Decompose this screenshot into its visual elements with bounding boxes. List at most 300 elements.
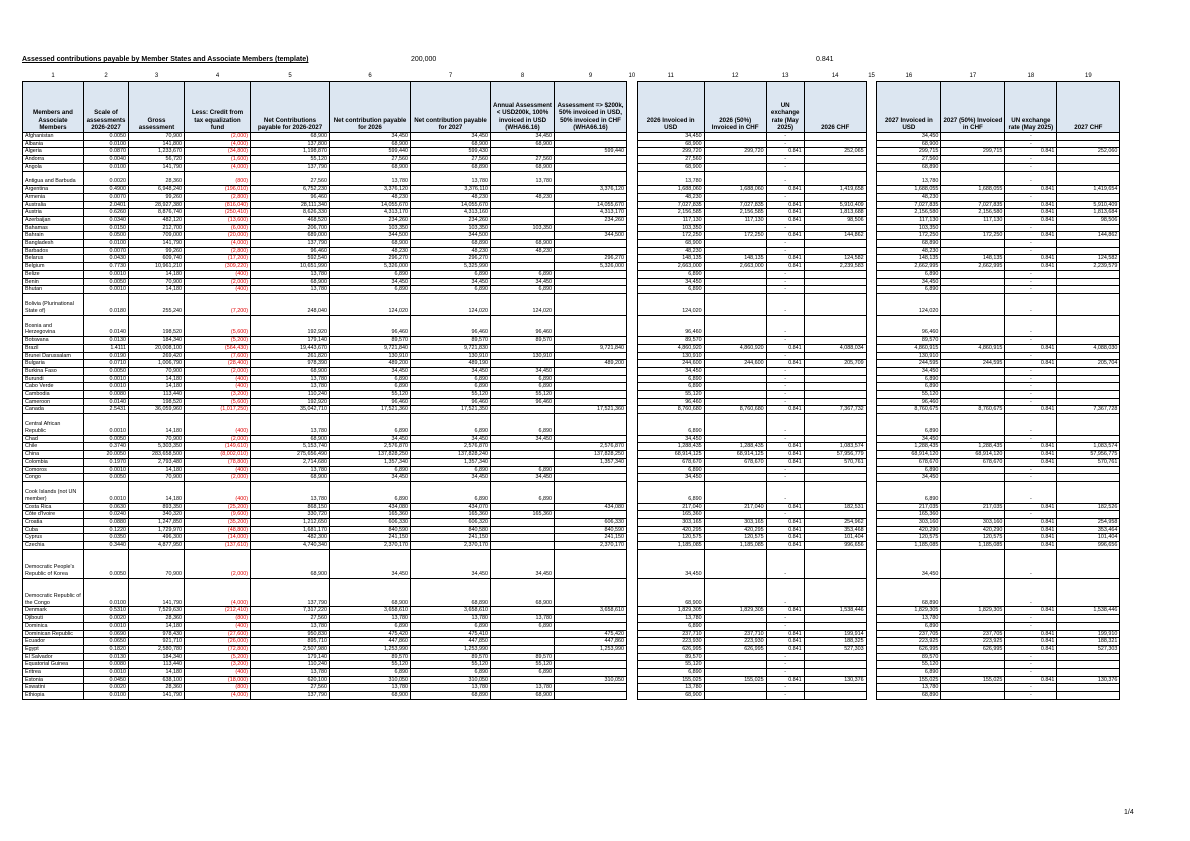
- table-cell: -: [766, 367, 804, 375]
- table-cell: [555, 156, 627, 164]
- table-cell: 2.5431: [84, 406, 129, 414]
- table-cell: 34,450: [330, 474, 411, 482]
- table-cell: 4,860,915: [877, 344, 941, 352]
- table-cell: -: [766, 156, 804, 164]
- table-cell: 14,055,670: [555, 201, 627, 209]
- table-cell: [1057, 615, 1120, 623]
- table-cell: [704, 692, 766, 700]
- table-cell: -: [1005, 315, 1057, 337]
- table-cell: [804, 684, 866, 692]
- table-cell: [866, 367, 877, 375]
- table-cell: 120,575: [877, 534, 941, 542]
- table-cell: 179,140: [251, 337, 330, 345]
- table-cell: [804, 622, 866, 630]
- table-cell: [555, 684, 627, 692]
- table-cell: 244,595: [941, 360, 1005, 368]
- table-cell: 34,450: [491, 474, 555, 482]
- table-cell: 1,829,305: [877, 607, 941, 615]
- member-name-cell: Egypt: [23, 645, 84, 653]
- table-cell: 199,910: [1057, 630, 1120, 638]
- table-row: [23, 503, 1120, 511]
- column-header: Net Contributions payable for 2026-2027: [251, 82, 330, 133]
- table-row: [23, 133, 1120, 141]
- column-number: 2: [104, 73, 108, 80]
- table-cell: 482,120: [129, 216, 185, 224]
- table-cell: 0.841: [1005, 542, 1057, 550]
- table-cell: 0.0050: [84, 278, 129, 286]
- member-name-cell: Botswana: [23, 337, 84, 345]
- table-cell: [491, 263, 555, 271]
- table-cell: 34,450: [330, 278, 411, 286]
- table-cell: [627, 270, 638, 278]
- table-cell: 8,626,330: [251, 209, 330, 217]
- table-cell: 137,800: [251, 140, 330, 148]
- table-cell: 34,450: [411, 435, 491, 443]
- table-cell: [1057, 293, 1120, 315]
- table-cell: 13,780: [330, 684, 411, 692]
- table-cell: 496,300: [129, 534, 185, 542]
- table-cell: 144,862: [804, 232, 866, 240]
- table-cell: -: [766, 435, 804, 443]
- table-cell: 1,419,658: [804, 186, 866, 194]
- table-cell: 55,120: [330, 391, 411, 399]
- table-cell: 0.1970: [84, 458, 129, 466]
- table-cell: 137,828,250: [555, 451, 627, 459]
- member-name-cell: Cuba: [23, 526, 84, 534]
- table-cell: [866, 692, 877, 700]
- table-cell: 2,239,583: [804, 263, 866, 271]
- table-cell: [704, 367, 766, 375]
- table-cell: 1,813,684: [1057, 209, 1120, 217]
- table-row: [23, 615, 1120, 623]
- table-cell: 55,120: [877, 391, 941, 399]
- table-cell: 0.0870: [84, 148, 129, 156]
- table-cell: 68,890: [411, 240, 491, 248]
- table-cell: 0.841: [1005, 451, 1057, 459]
- table-cell: (149,610): [185, 443, 251, 451]
- table-cell: -: [766, 133, 804, 141]
- table-cell: [1057, 286, 1120, 294]
- table-cell: [491, 451, 555, 459]
- table-cell: [627, 518, 638, 526]
- table-cell: 0.0140: [84, 398, 129, 406]
- header-row: [23, 82, 1120, 133]
- table-cell: 28,360: [129, 615, 185, 623]
- member-name-cell: Bangladesh: [23, 240, 84, 248]
- table-cell: 344,500: [555, 232, 627, 240]
- table-cell: 13,780: [491, 615, 555, 623]
- table-cell: 35,042,710: [251, 406, 330, 414]
- table-cell: 0.841: [766, 518, 804, 526]
- table-cell: [704, 414, 766, 436]
- table-cell: [555, 367, 627, 375]
- table-cell: 6,948,240: [129, 186, 185, 194]
- table-cell: 9,721,840: [330, 344, 411, 352]
- table-cell: [491, 360, 555, 368]
- table-cell: [804, 156, 866, 164]
- table-cell: 14,180: [129, 414, 185, 436]
- table-cell: [1057, 240, 1120, 248]
- table-cell: [941, 615, 1005, 623]
- table-cell: 1,357,340: [411, 458, 491, 466]
- table-cell: 5,325,990: [411, 263, 491, 271]
- table-cell: 28,360: [129, 684, 185, 692]
- table-cell: [704, 661, 766, 669]
- table-cell: -: [1005, 224, 1057, 232]
- table-cell: [866, 163, 877, 171]
- table-cell: (1,017,250): [185, 406, 251, 414]
- table-cell: 13,780: [251, 414, 330, 436]
- table-cell: [491, 443, 555, 451]
- table-cell: 13,780: [330, 171, 411, 186]
- table-cell: (400): [185, 622, 251, 630]
- table-cell: 68,900: [251, 133, 330, 141]
- table-cell: 3,658,610: [411, 607, 491, 615]
- table-cell: [941, 549, 1005, 578]
- table-cell: (800): [185, 615, 251, 623]
- column-number: 14: [831, 73, 839, 80]
- table-cell: 120,575: [941, 534, 1005, 542]
- table-cell: -: [1005, 669, 1057, 677]
- table-cell: 13,780: [330, 615, 411, 623]
- table-cell: [941, 653, 1005, 661]
- table-cell: 10,961,210: [129, 263, 185, 271]
- table-cell: [704, 481, 766, 503]
- table-row: [23, 171, 1120, 186]
- column-header: 2026 Invoiced in USD: [637, 82, 704, 133]
- table-cell: [1057, 156, 1120, 164]
- table-cell: (2,000): [185, 474, 251, 482]
- table-cell: [804, 474, 866, 482]
- table-cell: (4,000): [185, 692, 251, 700]
- table-cell: 8,760,680: [704, 406, 766, 414]
- table-cell: 921,710: [129, 638, 185, 646]
- table-cell: 217,035: [877, 503, 941, 511]
- table-cell: -: [1005, 578, 1057, 607]
- table-row: [23, 458, 1120, 466]
- column-header: UN exchange rate (May 2025): [766, 82, 804, 133]
- table-cell: 192,920: [251, 398, 330, 406]
- member-name-cell: Cook Islands (not UN member): [23, 481, 84, 503]
- table-cell: 2,662,995: [941, 263, 1005, 271]
- table-cell: (13,600): [185, 216, 251, 224]
- table-cell: -: [766, 414, 804, 436]
- member-name-cell: Brunei Darussalam: [23, 352, 84, 360]
- table-cell: -: [766, 549, 804, 578]
- table-cell: [866, 156, 877, 164]
- table-cell: [491, 232, 555, 240]
- table-cell: 0.0070: [84, 247, 129, 255]
- table-cell: 0.841: [766, 148, 804, 156]
- table-cell: [627, 458, 638, 466]
- table-cell: 99,260: [129, 193, 185, 201]
- table-cell: [555, 383, 627, 391]
- member-name-cell: Croatia: [23, 518, 84, 526]
- table-cell: [704, 383, 766, 391]
- table-cell: 96,460: [411, 315, 491, 337]
- table-cell: [804, 163, 866, 171]
- table-cell: [704, 337, 766, 345]
- table-cell: [491, 542, 555, 550]
- table-cell: 217,040: [637, 503, 704, 511]
- table-row: [23, 645, 1120, 653]
- table-cell: 2,156,585: [704, 209, 766, 217]
- table-cell: 0.841: [1005, 638, 1057, 646]
- table-cell: [627, 615, 638, 623]
- table-cell: 6,890: [877, 622, 941, 630]
- column-header: Net contribution payable for 2026: [330, 82, 411, 133]
- table-cell: 606,330: [555, 518, 627, 526]
- table-cell: 0.841: [1005, 630, 1057, 638]
- table-cell: 0.841: [766, 526, 804, 534]
- table-cell: [704, 270, 766, 278]
- table-cell: 0.0010: [84, 669, 129, 677]
- table-cell: [866, 140, 877, 148]
- table-cell: 2.0401: [84, 201, 129, 209]
- table-cell: 678,670: [877, 458, 941, 466]
- table-cell: 8,876,740: [129, 209, 185, 217]
- table-cell: 124,582: [804, 255, 866, 263]
- table-cell: -: [1005, 474, 1057, 482]
- column-number: 6: [368, 73, 372, 80]
- member-name-cell: Bahrain: [23, 232, 84, 240]
- table-cell: 96,460: [491, 398, 555, 406]
- table-cell: [627, 398, 638, 406]
- table-cell: 13,780: [877, 615, 941, 623]
- table-cell: 1,253,990: [411, 645, 491, 653]
- table-cell: 6,890: [877, 270, 941, 278]
- table-cell: 68,890: [877, 692, 941, 700]
- table-cell: [804, 367, 866, 375]
- table-cell: [804, 615, 866, 623]
- table-cell: 434,070: [411, 503, 491, 511]
- table-row: [23, 140, 1120, 148]
- table-cell: [804, 278, 866, 286]
- table-cell: [866, 232, 877, 240]
- table-cell: 7,367,728: [1057, 406, 1120, 414]
- column-header: Net contribution payable for 2027: [411, 82, 491, 133]
- table-cell: 27,560: [251, 615, 330, 623]
- table-cell: 2,576,870: [330, 443, 411, 451]
- table-cell: -: [766, 352, 804, 360]
- table-cell: 13,780: [491, 684, 555, 692]
- table-cell: [866, 375, 877, 383]
- table-cell: 4,088,030: [1057, 344, 1120, 352]
- table-cell: 9,721,840: [555, 344, 627, 352]
- table-cell: (4,000): [185, 578, 251, 607]
- table-cell: 6,752,230: [251, 186, 330, 194]
- table-cell: 141,800: [129, 140, 185, 148]
- table-cell: -: [766, 278, 804, 286]
- table-cell: 6,890: [411, 466, 491, 474]
- table-cell: 6,890: [491, 383, 555, 391]
- table-cell: 0.7730: [84, 263, 129, 271]
- table-row: [23, 435, 1120, 443]
- table-cell: 303,165: [704, 518, 766, 526]
- table-cell: [627, 156, 638, 164]
- table-cell: 141,790: [129, 240, 185, 248]
- table-cell: [704, 474, 766, 482]
- table-cell: 113,440: [129, 391, 185, 399]
- table-cell: 68,914,125: [637, 451, 704, 459]
- table-cell: [866, 503, 877, 511]
- table-cell: 1,688,055: [941, 186, 1005, 194]
- table-cell: [704, 286, 766, 294]
- table-cell: [941, 293, 1005, 315]
- table-cell: 198,520: [129, 398, 185, 406]
- table-cell: 34,450: [330, 367, 411, 375]
- table-cell: [555, 171, 627, 186]
- table-cell: 165,360: [411, 511, 491, 519]
- table-cell: 130,376: [1057, 676, 1120, 684]
- table-cell: [627, 148, 638, 156]
- table-cell: 275,656,490: [251, 451, 330, 459]
- table-cell: [627, 133, 638, 141]
- table-cell: 124,020: [877, 293, 941, 315]
- table-cell: [555, 653, 627, 661]
- table-cell: 68,900: [330, 578, 411, 607]
- table-cell: -: [1005, 692, 1057, 700]
- member-name-cell: Colombia: [23, 458, 84, 466]
- table-cell: 299,715: [877, 148, 941, 156]
- table-cell: 120,575: [704, 534, 766, 542]
- table-cell: [1057, 337, 1120, 345]
- table-cell: 68,900: [637, 240, 704, 248]
- table-cell: [941, 669, 1005, 677]
- table-cell: [491, 186, 555, 194]
- table-cell: 4,860,915: [941, 344, 1005, 352]
- table-cell: 296,270: [555, 255, 627, 263]
- table-cell: 165,360: [877, 511, 941, 519]
- table-cell: 141,790: [129, 163, 185, 171]
- table-cell: 182,526: [1057, 503, 1120, 511]
- table-cell: 950,830: [251, 630, 330, 638]
- member-name-cell: Czechia: [23, 542, 84, 550]
- table-cell: 2,663,000: [704, 263, 766, 271]
- table-cell: 527,303: [1057, 645, 1120, 653]
- table-cell: [555, 511, 627, 519]
- table-cell: (250,410): [185, 209, 251, 217]
- table-cell: 205,704: [1057, 360, 1120, 368]
- table-cell: 0.0180: [84, 293, 129, 315]
- table-cell: 2,156,580: [877, 209, 941, 217]
- table-cell: 89,570: [877, 337, 941, 345]
- table-cell: -: [1005, 466, 1057, 474]
- table-cell: (400): [185, 383, 251, 391]
- table-cell: 1,198,870: [251, 148, 330, 156]
- column-header: 2027 Invoiced in USD: [877, 82, 941, 133]
- table-cell: 68,900: [491, 578, 555, 607]
- table-cell: 172,250: [704, 232, 766, 240]
- table-cell: 57,956,779: [804, 451, 866, 459]
- table-cell: 0.0050: [84, 549, 129, 578]
- table-cell: [627, 435, 638, 443]
- table-cell: 626,995: [941, 645, 1005, 653]
- table-cell: (4,000): [185, 240, 251, 248]
- table-cell: [804, 692, 866, 700]
- table-cell: 6,890: [637, 414, 704, 436]
- table-cell: 34,450: [637, 367, 704, 375]
- table-cell: 103,350: [491, 224, 555, 232]
- table-cell: -: [766, 466, 804, 474]
- table-cell: 141,790: [129, 578, 185, 607]
- table-cell: (4,000): [185, 163, 251, 171]
- table-cell: [627, 481, 638, 503]
- table-cell: 130,910: [637, 352, 704, 360]
- table-cell: [866, 607, 877, 615]
- table-cell: -: [1005, 661, 1057, 669]
- contributions-table: [22, 72, 1120, 700]
- column-header: Annual Assessment < USD200k, 100% invoiced in USD (WHA66.16): [491, 82, 555, 133]
- table-cell: 468,520: [251, 216, 330, 224]
- table-cell: 0.3440: [84, 542, 129, 550]
- table-cell: [941, 352, 1005, 360]
- table-row: [23, 398, 1120, 406]
- table-cell: [941, 270, 1005, 278]
- table-cell: [704, 615, 766, 623]
- table-cell: 6,890: [877, 414, 941, 436]
- table-cell: 34,450: [877, 133, 941, 141]
- table-cell: 2,370,170: [330, 542, 411, 550]
- table-cell: [555, 414, 627, 436]
- table-cell: [627, 661, 638, 669]
- table-cell: 489,190: [411, 360, 491, 368]
- table-cell: 570,761: [804, 458, 866, 466]
- table-cell: 13,780: [637, 684, 704, 692]
- table-cell: 89,570: [877, 653, 941, 661]
- table-cell: 14,180: [129, 481, 185, 503]
- column-header: [866, 82, 877, 133]
- table-cell: 7,027,835: [877, 201, 941, 209]
- table-cell: [866, 661, 877, 669]
- table-cell: [1057, 435, 1120, 443]
- table-cell: 0.0430: [84, 255, 129, 263]
- table-cell: 96,460: [411, 398, 491, 406]
- table-cell: 34,450: [330, 549, 411, 578]
- table-cell: [1057, 549, 1120, 578]
- table-cell: [804, 511, 866, 519]
- table-cell: [627, 474, 638, 482]
- member-name-cell: Eritrea: [23, 669, 84, 677]
- table-cell: 13,780: [251, 481, 330, 503]
- table-cell: -: [1005, 156, 1057, 164]
- table-cell: 3,658,610: [330, 607, 411, 615]
- table-cell: 310,050: [330, 676, 411, 684]
- page-number: 1/4: [1124, 809, 1134, 816]
- table-cell: 0.0340: [84, 216, 129, 224]
- table-cell: [1057, 684, 1120, 692]
- member-name-cell: Brazil: [23, 344, 84, 352]
- table-cell: 1,288,435: [637, 443, 704, 451]
- column-header: Scale of assessments 2026-2027: [84, 82, 129, 133]
- table-cell: [1057, 224, 1120, 232]
- column-number: 1: [51, 73, 55, 80]
- column-number: 8: [520, 73, 525, 80]
- table-cell: 0.841: [1005, 676, 1057, 684]
- table-cell: -: [1005, 240, 1057, 248]
- table-cell: -: [1005, 293, 1057, 315]
- table-cell: 70,900: [129, 549, 185, 578]
- member-name-cell: Bulgaria: [23, 360, 84, 368]
- table-cell: [941, 684, 1005, 692]
- table-cell: [627, 511, 638, 519]
- table-cell: (17,200): [185, 255, 251, 263]
- table-cell: [804, 293, 866, 315]
- table-cell: 0.1820: [84, 645, 129, 653]
- table-row: [23, 692, 1120, 700]
- table-cell: [941, 315, 1005, 337]
- table-cell: 137,828,240: [411, 451, 491, 459]
